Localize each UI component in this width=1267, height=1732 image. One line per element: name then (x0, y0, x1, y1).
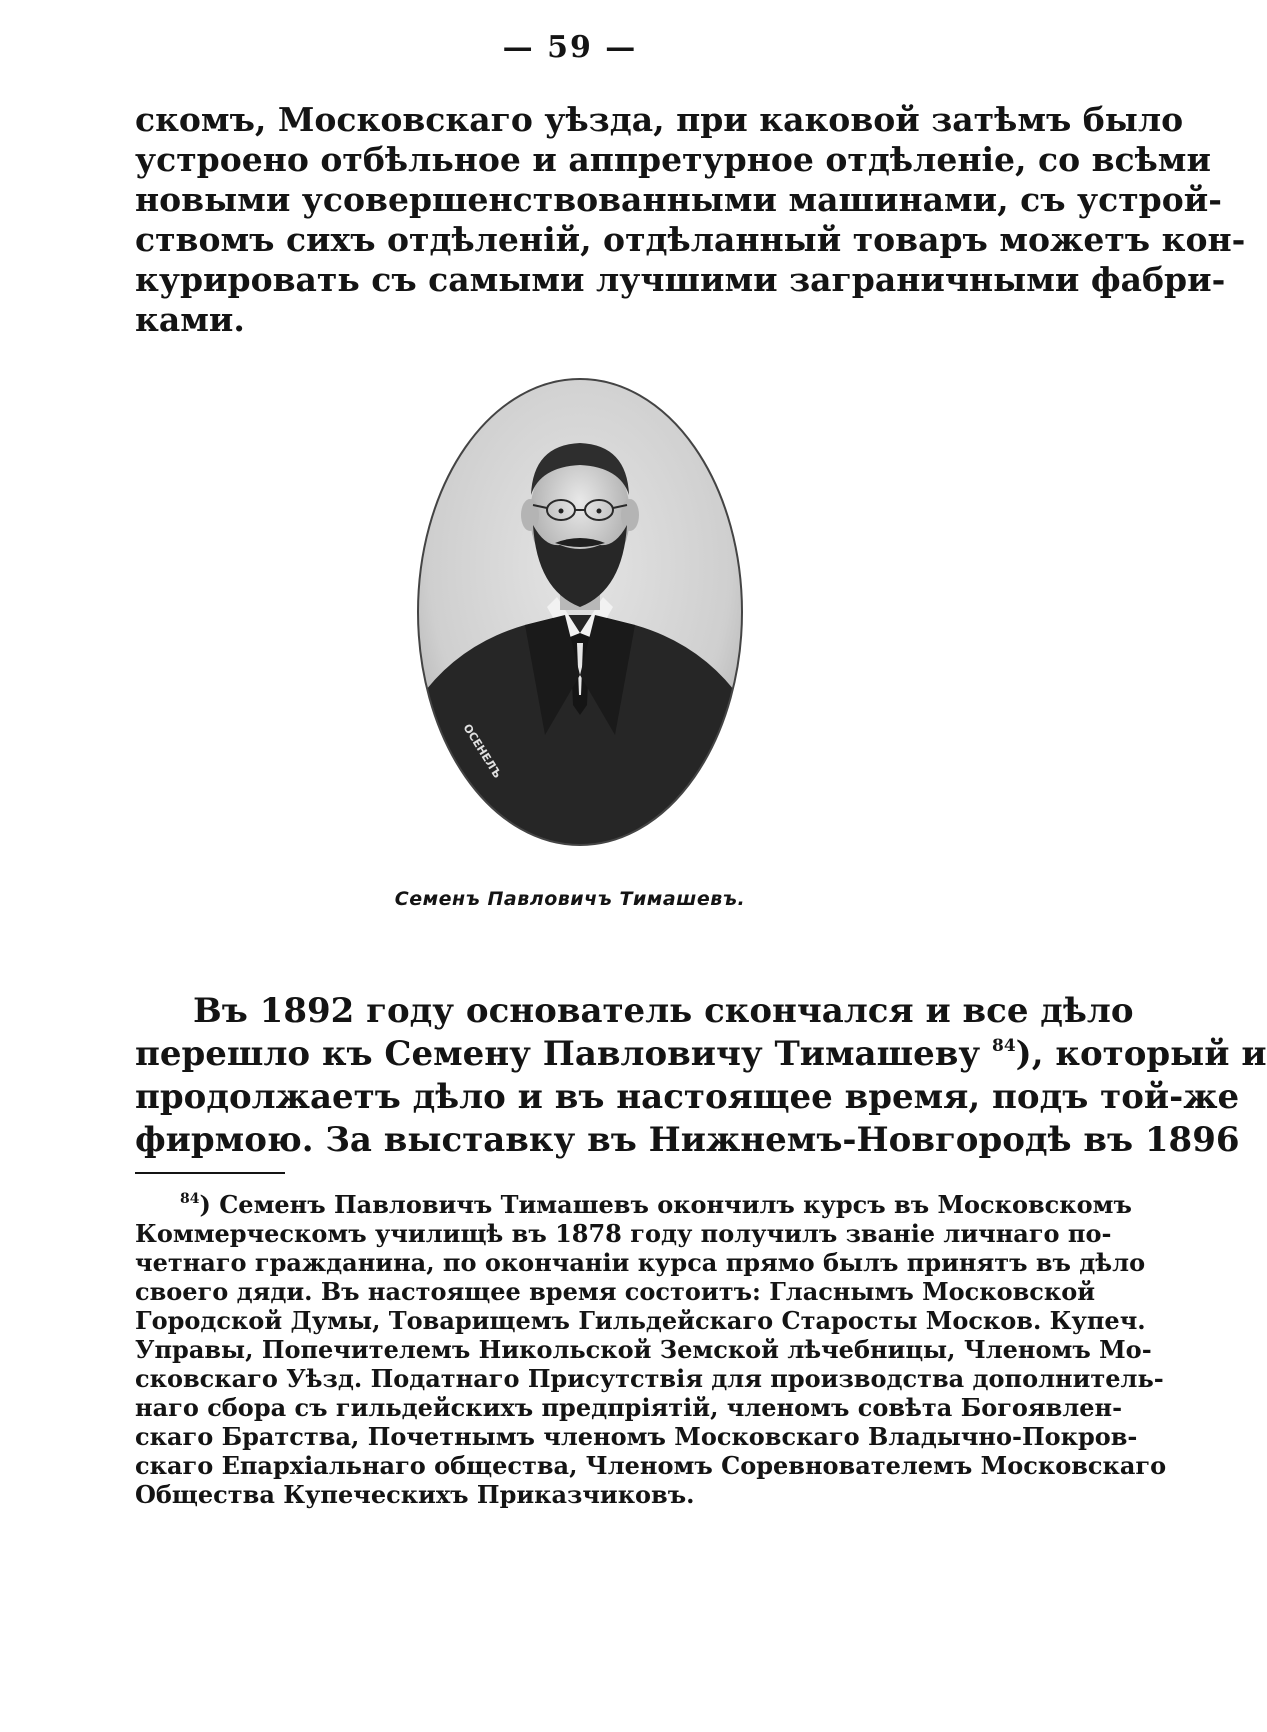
text-line: новыми усовершенствованными машинами, съ устрой- (135, 180, 1222, 219)
footnote-line: четнаго гражданина, по окончаніи курса прямо былъ принятъ въ дѣло (135, 1248, 1146, 1277)
text-line: продолжаетъ дѣло и въ настоящее время, подъ той-же (135, 1077, 1240, 1117)
text-segment: ) Семенъ Павловичъ Тимашевъ окончилъ курсъ въ Московскомъ (199, 1190, 1132, 1219)
text-line: фирмою. За выставку въ Нижнемъ-Новгородѣ въ 1896 (135, 1120, 1240, 1160)
footnote-line (135, 1190, 1132, 1219)
footnote-line: Общества Купеческихъ Приказчиковъ. (135, 1480, 695, 1509)
footnote-line: скаго Братства, Почетнымъ членомъ Московскаго Владычно-Покров- (135, 1422, 1138, 1451)
main-paragraph (135, 990, 1267, 1162)
text-line: курировать съ самыми лучшими заграничными фабри- (135, 260, 1226, 299)
text-segment: перешло къ Семену Павловичу Тимашеву (135, 1034, 992, 1074)
portrait-caption: Семенъ Павловичъ Тимашевъ. (394, 888, 746, 910)
footnote-line: Управы, Попечителемъ Никольской Земской лѣчебницы, Членомъ Мо- (135, 1335, 1152, 1364)
top-paragraph (135, 100, 1246, 340)
footnote-divider (135, 1172, 285, 1174)
text-segment: ), который и (1015, 1034, 1267, 1074)
footnote-reference[interactable]: 84 (992, 1036, 1016, 1056)
text-line: устроено отбѣльное и аппретурное отдѣленіе, со всѣми (135, 140, 1211, 179)
text-line: ствомъ сихъ отдѣленій, отдѣланный товаръ можетъ кон- (135, 220, 1246, 259)
footnote-line: сковскаго Уѣзд. Податнаго Присутствія для производства дополнитель- (135, 1364, 1164, 1393)
page-number: — 59 — (502, 30, 638, 65)
footnote-marker: 84 (180, 1191, 200, 1207)
text-line: ками. (135, 300, 245, 339)
footnote-line: своего дяди. Въ настоящее время состоитъ: Гласнымъ Московской (135, 1277, 1096, 1306)
footnote-line: Коммерческомъ училищѣ въ 1878 году получилъ званіе личнаго по- (135, 1219, 1112, 1248)
text-line: Въ 1892 году основатель скончался и все дѣло (193, 991, 1134, 1031)
footnote (135, 1190, 1167, 1509)
footnote-line: скаго Епархіальнаго общества, Членомъ Соревнователемъ Московскаго (135, 1451, 1167, 1480)
text-line (135, 1033, 1267, 1076)
text-line: скомъ, Московскаго уѣзда, при каковой затѣмъ было (135, 100, 1184, 139)
footnote-line: наго сбора съ гильдейскихъ предпріятій, членомъ совѣта Богоявлен- (135, 1393, 1123, 1422)
portrait-photo (415, 375, 745, 850)
photographer-mark: ОСЕНЕЛЪ (460, 721, 504, 781)
footnote-line: Городской Думы, Товарищемъ Гильдейскаго Старосты Москов. Купеч. (135, 1306, 1146, 1335)
